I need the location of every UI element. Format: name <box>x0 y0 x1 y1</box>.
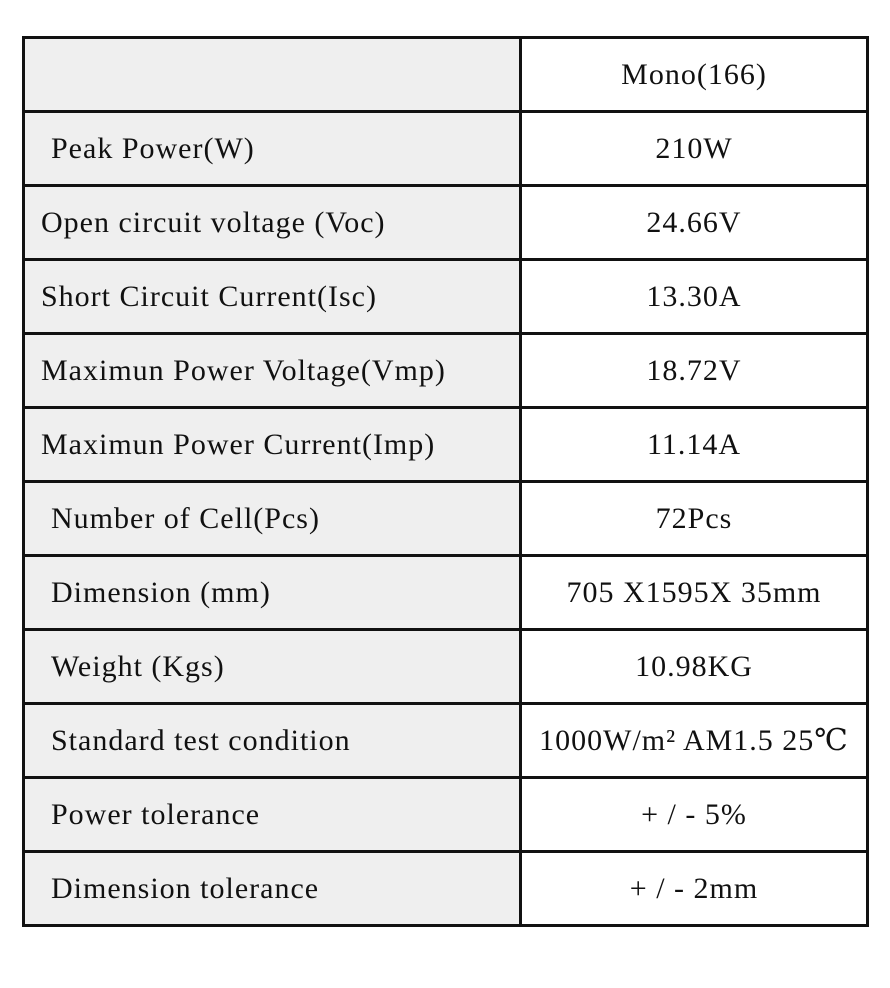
header-model-cell: Mono(166) <box>521 38 868 112</box>
row-value: + / - 2mm <box>521 852 868 926</box>
row-label: Standard test condition <box>24 704 521 778</box>
row-label: Short Circuit Current(Isc) <box>24 260 521 334</box>
row-label: Dimension tolerance <box>24 852 521 926</box>
spec-table <box>22 36 869 927</box>
row-label: Dimension (mm) <box>24 556 521 630</box>
row-value: 72Pcs <box>521 482 868 556</box>
row-label: Maximun Power Voltage(Vmp) <box>24 334 521 408</box>
table-row <box>24 260 868 334</box>
table-row <box>24 408 868 482</box>
row-value: 24.66V <box>521 186 868 260</box>
row-value: 13.30A <box>521 260 868 334</box>
table-row <box>24 186 868 260</box>
row-label: Power tolerance <box>24 778 521 852</box>
row-label: Open circuit voltage (Voc) <box>24 186 521 260</box>
table-row <box>24 556 868 630</box>
row-label: Maximun Power Current(Imp) <box>24 408 521 482</box>
row-value: 1000W/m² AM1.5 25℃ <box>521 704 868 778</box>
table-row <box>24 482 868 556</box>
table-row <box>24 630 868 704</box>
row-label: Number of Cell(Pcs) <box>24 482 521 556</box>
row-value: 210W <box>521 112 868 186</box>
table-row <box>24 852 868 926</box>
row-value: 705 X1595X 35mm <box>521 556 868 630</box>
row-label: Peak Power(W) <box>24 112 521 186</box>
header-label-cell <box>24 38 521 112</box>
row-value: 10.98KG <box>521 630 868 704</box>
table-row <box>24 704 868 778</box>
row-value: + / - 5% <box>521 778 868 852</box>
table-header-row <box>24 38 868 112</box>
table-row <box>24 778 868 852</box>
row-value: 11.14A <box>521 408 868 482</box>
row-label: Weight (Kgs) <box>24 630 521 704</box>
table-row <box>24 112 868 186</box>
table-row <box>24 334 868 408</box>
row-value: 18.72V <box>521 334 868 408</box>
